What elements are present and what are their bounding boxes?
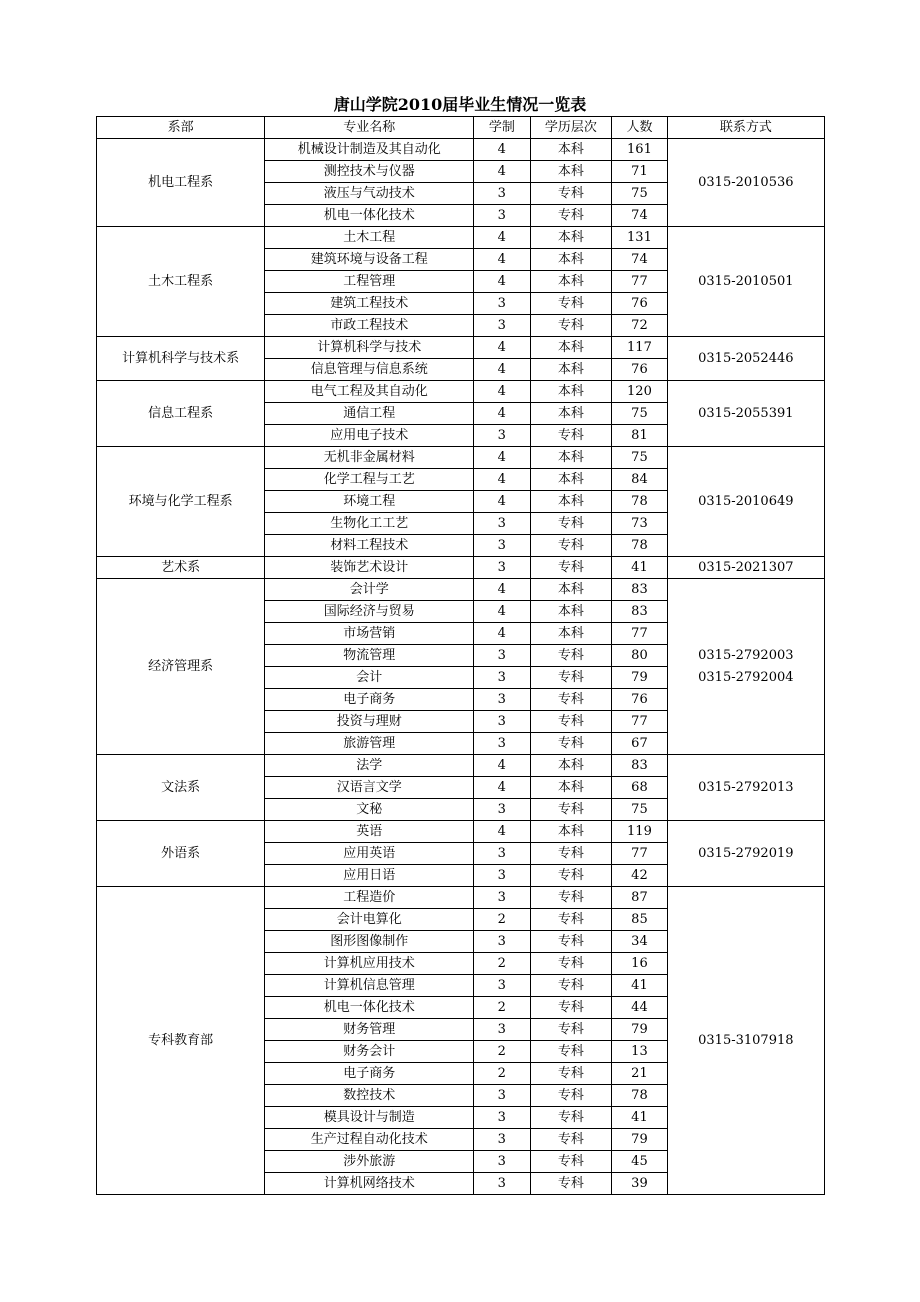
program-years: 3 <box>474 799 530 821</box>
major-name: 计算机网络技术 <box>265 1173 474 1195</box>
major-name: 液压与气动技术 <box>265 183 474 205</box>
contact-phone <box>667 755 824 821</box>
graduate-count: 39 <box>612 1173 667 1195</box>
degree-level: 本科 <box>530 491 612 513</box>
degree-level: 本科 <box>530 359 612 381</box>
program-years: 3 <box>474 293 530 315</box>
program-years: 4 <box>474 447 530 469</box>
department-name: 信息工程系 <box>97 381 265 447</box>
department-name: 土木工程系 <box>97 227 265 337</box>
program-years: 4 <box>474 755 530 777</box>
program-years: 4 <box>474 623 530 645</box>
header-years: 学制 <box>474 117 530 139</box>
graduate-count: 76 <box>612 359 667 381</box>
table-header-row <box>97 117 825 139</box>
phone-number: 0315-2792019 <box>698 845 794 861</box>
major-name: 会计学 <box>265 579 474 601</box>
graduate-count: 81 <box>612 425 667 447</box>
program-years: 3 <box>474 645 530 667</box>
graduate-count: 41 <box>612 1107 667 1129</box>
degree-level: 专科 <box>530 1085 612 1107</box>
graduate-count: 87 <box>612 887 667 909</box>
major-name: 建筑工程技术 <box>265 293 474 315</box>
graduate-count: 84 <box>612 469 667 491</box>
program-years: 3 <box>474 733 530 755</box>
degree-level: 本科 <box>530 777 612 799</box>
program-years: 4 <box>474 777 530 799</box>
program-years: 3 <box>474 667 530 689</box>
program-years: 4 <box>474 161 530 183</box>
degree-level: 专科 <box>530 1063 612 1085</box>
major-name: 模具设计与制造 <box>265 1107 474 1129</box>
degree-level: 本科 <box>530 139 612 161</box>
degree-level: 专科 <box>530 425 612 447</box>
degree-level: 专科 <box>530 909 612 931</box>
degree-level: 专科 <box>530 997 612 1019</box>
table-row <box>97 887 825 909</box>
department-name: 专科教育部 <box>97 887 265 1195</box>
major-name: 物流管理 <box>265 645 474 667</box>
phone-number: 0315-2010649 <box>698 493 794 509</box>
degree-level: 本科 <box>530 337 612 359</box>
table-row <box>97 579 825 601</box>
program-years: 4 <box>474 821 530 843</box>
phone-number: 0315-3107918 <box>698 1032 794 1048</box>
phone-number: 0315-2792003 <box>698 647 794 663</box>
degree-level: 本科 <box>530 601 612 623</box>
header-department: 系部 <box>97 117 265 139</box>
program-years: 2 <box>474 997 530 1019</box>
major-name: 土木工程 <box>265 227 474 249</box>
degree-level: 专科 <box>530 1107 612 1129</box>
phone-number: 0315-2052446 <box>698 350 794 366</box>
contact-phone <box>667 139 824 227</box>
graduate-count: 83 <box>612 755 667 777</box>
graduate-count: 75 <box>612 447 667 469</box>
graduate-count: 76 <box>612 689 667 711</box>
graduate-count: 73 <box>612 513 667 535</box>
header-level: 学历层次 <box>530 117 612 139</box>
department-name: 环境与化学工程系 <box>97 447 265 557</box>
document-title: 唐山学院2010届毕业生情况一览表 <box>333 95 587 114</box>
degree-level: 专科 <box>530 1173 612 1195</box>
degree-level: 本科 <box>530 623 612 645</box>
graduate-count: 77 <box>612 623 667 645</box>
graduate-count: 83 <box>612 579 667 601</box>
program-years: 4 <box>474 469 530 491</box>
graduate-count: 13 <box>612 1041 667 1063</box>
contact-phone <box>667 821 824 887</box>
major-name: 数控技术 <box>265 1085 474 1107</box>
degree-level: 本科 <box>530 381 612 403</box>
degree-level: 专科 <box>530 711 612 733</box>
program-years: 3 <box>474 315 530 337</box>
graduate-count: 45 <box>612 1151 667 1173</box>
program-years: 4 <box>474 227 530 249</box>
degree-level: 专科 <box>530 1129 612 1151</box>
degree-level: 专科 <box>530 689 612 711</box>
graduate-count: 79 <box>612 1129 667 1151</box>
program-years: 3 <box>474 183 530 205</box>
department-name: 计算机科学与技术系 <box>97 337 265 381</box>
program-years: 4 <box>474 579 530 601</box>
graduate-count: 83 <box>612 601 667 623</box>
phone-number: 0315-2055391 <box>698 405 794 421</box>
contact-phone <box>667 337 824 381</box>
graduate-count: 72 <box>612 315 667 337</box>
department-name: 外语系 <box>97 821 265 887</box>
major-name: 会计 <box>265 667 474 689</box>
table-row <box>97 821 825 843</box>
program-years: 3 <box>474 843 530 865</box>
table-row <box>97 447 825 469</box>
major-name: 涉外旅游 <box>265 1151 474 1173</box>
table-row <box>97 337 825 359</box>
major-name: 文秘 <box>265 799 474 821</box>
degree-level: 本科 <box>530 227 612 249</box>
degree-level: 专科 <box>530 513 612 535</box>
graduate-count: 117 <box>612 337 667 359</box>
program-years: 2 <box>474 1063 530 1085</box>
graduate-count: 74 <box>612 249 667 271</box>
graduate-count: 78 <box>612 491 667 513</box>
graduate-count: 119 <box>612 821 667 843</box>
program-years: 3 <box>474 513 530 535</box>
program-years: 3 <box>474 535 530 557</box>
graduate-count: 42 <box>612 865 667 887</box>
program-years: 2 <box>474 953 530 975</box>
program-years: 3 <box>474 1019 530 1041</box>
major-name: 测控技术与仪器 <box>265 161 474 183</box>
degree-level: 专科 <box>530 1041 612 1063</box>
major-name: 化学工程与工艺 <box>265 469 474 491</box>
major-name: 无机非金属材料 <box>265 447 474 469</box>
table-row <box>97 381 825 403</box>
graduate-count: 80 <box>612 645 667 667</box>
degree-level: 专科 <box>530 645 612 667</box>
major-name: 机电一体化技术 <box>265 997 474 1019</box>
degree-level: 专科 <box>530 205 612 227</box>
degree-level: 专科 <box>530 183 612 205</box>
graduates-table <box>96 116 825 1195</box>
graduate-count: 120 <box>612 381 667 403</box>
major-name: 旅游管理 <box>265 733 474 755</box>
major-name: 应用日语 <box>265 865 474 887</box>
header-count: 人数 <box>612 117 667 139</box>
phone-number: 0315-2792013 <box>698 779 794 795</box>
program-years: 4 <box>474 381 530 403</box>
major-name: 计算机应用技术 <box>265 953 474 975</box>
degree-level: 本科 <box>530 403 612 425</box>
degree-level: 专科 <box>530 667 612 689</box>
graduate-count: 161 <box>612 139 667 161</box>
program-years: 3 <box>474 1151 530 1173</box>
major-name: 应用英语 <box>265 843 474 865</box>
graduate-count: 79 <box>612 667 667 689</box>
header-contact: 联系方式 <box>667 117 824 139</box>
major-name: 生产过程自动化技术 <box>265 1129 474 1151</box>
major-name: 市场营销 <box>265 623 474 645</box>
program-years: 3 <box>474 205 530 227</box>
degree-level: 专科 <box>530 953 612 975</box>
program-years: 4 <box>474 249 530 271</box>
graduate-count: 78 <box>612 1085 667 1107</box>
contact-phone <box>667 579 824 755</box>
contact-phone <box>667 557 824 579</box>
graduate-count: 85 <box>612 909 667 931</box>
major-name: 计算机信息管理 <box>265 975 474 997</box>
degree-level: 专科 <box>530 843 612 865</box>
major-name: 装饰艺术设计 <box>265 557 474 579</box>
major-name: 材料工程技术 <box>265 535 474 557</box>
graduate-count: 41 <box>612 975 667 997</box>
contact-phone <box>667 447 824 557</box>
major-name: 电子商务 <box>265 1063 474 1085</box>
major-name: 工程管理 <box>265 271 474 293</box>
program-years: 4 <box>474 491 530 513</box>
graduate-count: 34 <box>612 931 667 953</box>
major-name: 英语 <box>265 821 474 843</box>
program-years: 3 <box>474 931 530 953</box>
major-name: 机电一体化技术 <box>265 205 474 227</box>
program-years: 3 <box>474 425 530 447</box>
degree-level: 本科 <box>530 579 612 601</box>
contact-phone <box>667 381 824 447</box>
major-name: 国际经济与贸易 <box>265 601 474 623</box>
graduate-count: 77 <box>612 711 667 733</box>
major-name: 图形图像制作 <box>265 931 474 953</box>
program-years: 3 <box>474 1107 530 1129</box>
phone-number: 0315-2792004 <box>698 669 794 685</box>
major-name: 信息管理与信息系统 <box>265 359 474 381</box>
degree-level: 专科 <box>530 557 612 579</box>
program-years: 3 <box>474 975 530 997</box>
program-years: 4 <box>474 271 530 293</box>
program-years: 2 <box>474 1041 530 1063</box>
phone-number: 0315-2010536 <box>698 174 794 190</box>
phone-number: 0315-2010501 <box>698 273 794 289</box>
contact-phone <box>667 227 824 337</box>
degree-level: 本科 <box>530 249 612 271</box>
program-years: 3 <box>474 1085 530 1107</box>
program-years: 4 <box>474 139 530 161</box>
graduate-count: 21 <box>612 1063 667 1085</box>
degree-level: 本科 <box>530 469 612 491</box>
header-major: 专业名称 <box>265 117 474 139</box>
program-years: 2 <box>474 909 530 931</box>
degree-level: 本科 <box>530 821 612 843</box>
department-name: 经济管理系 <box>97 579 265 755</box>
major-name: 电气工程及其自动化 <box>265 381 474 403</box>
degree-level: 本科 <box>530 271 612 293</box>
degree-level: 专科 <box>530 733 612 755</box>
graduate-count: 76 <box>612 293 667 315</box>
degree-level: 本科 <box>530 447 612 469</box>
graduate-count: 74 <box>612 205 667 227</box>
major-name: 会计电算化 <box>265 909 474 931</box>
degree-level: 专科 <box>530 865 612 887</box>
table-row <box>97 227 825 249</box>
major-name: 应用电子技术 <box>265 425 474 447</box>
major-name: 环境工程 <box>265 491 474 513</box>
program-years: 4 <box>474 601 530 623</box>
program-years: 3 <box>474 711 530 733</box>
phone-number: 0315-2021307 <box>698 559 794 575</box>
table-row <box>97 557 825 579</box>
program-years: 3 <box>474 557 530 579</box>
degree-level: 专科 <box>530 1019 612 1041</box>
major-name: 生物化工工艺 <box>265 513 474 535</box>
major-name: 市政工程技术 <box>265 315 474 337</box>
degree-level: 专科 <box>530 535 612 557</box>
major-name: 财务管理 <box>265 1019 474 1041</box>
program-years: 4 <box>474 337 530 359</box>
program-years: 3 <box>474 1129 530 1151</box>
graduate-count: 77 <box>612 843 667 865</box>
degree-level: 专科 <box>530 975 612 997</box>
graduate-count: 68 <box>612 777 667 799</box>
graduate-count: 77 <box>612 271 667 293</box>
program-years: 4 <box>474 403 530 425</box>
table-body <box>97 139 825 1195</box>
degree-level: 专科 <box>530 799 612 821</box>
major-name: 建筑环境与设备工程 <box>265 249 474 271</box>
degree-level: 专科 <box>530 887 612 909</box>
graduate-count: 41 <box>612 557 667 579</box>
department-name: 文法系 <box>97 755 265 821</box>
graduate-count: 75 <box>612 403 667 425</box>
department-name: 机电工程系 <box>97 139 265 227</box>
major-name: 工程造价 <box>265 887 474 909</box>
graduate-count: 75 <box>612 183 667 205</box>
program-years: 3 <box>474 689 530 711</box>
graduate-count: 16 <box>612 953 667 975</box>
program-years: 3 <box>474 887 530 909</box>
degree-level: 专科 <box>530 931 612 953</box>
table-row <box>97 139 825 161</box>
graduate-count: 67 <box>612 733 667 755</box>
graduate-count: 71 <box>612 161 667 183</box>
degree-level: 专科 <box>530 315 612 337</box>
major-name: 财务会计 <box>265 1041 474 1063</box>
contact-phone <box>667 887 824 1195</box>
major-name: 通信工程 <box>265 403 474 425</box>
program-years: 3 <box>474 865 530 887</box>
graduate-count: 131 <box>612 227 667 249</box>
graduate-count: 79 <box>612 1019 667 1041</box>
major-name: 电子商务 <box>265 689 474 711</box>
degree-level: 专科 <box>530 1151 612 1173</box>
major-name: 法学 <box>265 755 474 777</box>
degree-level: 本科 <box>530 161 612 183</box>
graduate-count: 78 <box>612 535 667 557</box>
department-name: 艺术系 <box>97 557 265 579</box>
graduate-count: 75 <box>612 799 667 821</box>
major-name: 计算机科学与技术 <box>265 337 474 359</box>
major-name: 机械设计制造及其自动化 <box>265 139 474 161</box>
degree-level: 专科 <box>530 293 612 315</box>
major-name: 汉语言文学 <box>265 777 474 799</box>
table-row <box>97 755 825 777</box>
graduate-count: 44 <box>612 997 667 1019</box>
major-name: 投资与理财 <box>265 711 474 733</box>
program-years: 4 <box>474 359 530 381</box>
program-years: 3 <box>474 1173 530 1195</box>
degree-level: 本科 <box>530 755 612 777</box>
